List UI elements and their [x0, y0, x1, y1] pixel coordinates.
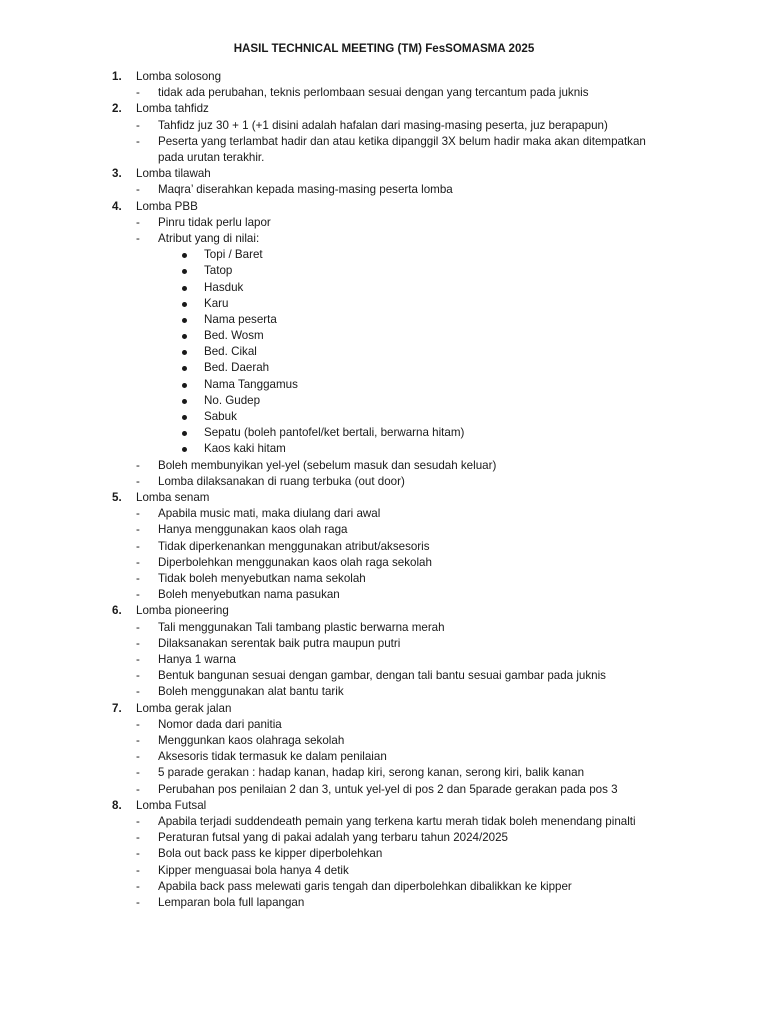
list-item — [0, 782, 768, 798]
bullet-dot-icon — [182, 334, 187, 339]
dash-marker: - — [136, 620, 140, 634]
document-title: HASIL TECHNICAL MEETING (TM) FesSOMASMA 2025 — [233, 42, 535, 55]
list-item-text: Apabila music mati, maka diulang dari awal — [158, 507, 381, 521]
dash-marker: - — [136, 523, 140, 537]
bullet-item — [0, 280, 768, 296]
list-item-text: Boleh membunyikan yel-yel (sebelum masuk dan sesudah keluar) — [158, 458, 497, 472]
section-title: Lomba PBB — [136, 199, 198, 213]
bullet-item — [0, 409, 768, 425]
bullet-item — [0, 247, 768, 263]
dash-marker: - — [136, 766, 140, 780]
section-heading — [0, 69, 768, 85]
bullet-dot-icon — [182, 383, 187, 388]
bullet-item — [0, 393, 768, 409]
list-item — [0, 717, 768, 733]
section-heading — [0, 490, 768, 506]
list-item — [0, 652, 768, 668]
list-item — [0, 134, 768, 166]
list-item-text: Maqra’ diserahkan kepada masing-masing peserta lomba — [158, 183, 453, 197]
section-number: 8. — [112, 798, 122, 812]
bullet-dot-icon — [182, 399, 187, 404]
section-title: Lomba solosong — [136, 70, 222, 83]
bullet-list — [0, 247, 768, 457]
bullet-item — [0, 312, 768, 328]
list-item — [0, 182, 768, 198]
bullet-dot-icon — [182, 269, 187, 274]
list-item — [0, 830, 768, 846]
list-item-text: Bola out back pass ke kipper diperbolehkan — [158, 847, 383, 861]
bullet-item-text: Topi / Baret — [204, 248, 263, 262]
bullet-item — [0, 377, 768, 393]
list-item-text: Hanya menggunakan kaos olah raga — [158, 523, 348, 537]
bullet-dot-icon — [182, 302, 187, 307]
list-item — [0, 587, 768, 603]
section-number: 6. — [112, 604, 122, 618]
section-title: Lomba gerak jalan — [136, 701, 232, 715]
dash-marker: - — [136, 474, 140, 488]
list-item — [0, 620, 768, 636]
dash-marker: - — [136, 231, 140, 245]
list-item — [0, 474, 768, 490]
list-item-text: 5 parade gerakan : hadap kanan, hadap kiri, serong kanan, serong kiri, balik kanan — [158, 766, 585, 780]
section-title: Lomba pioneering — [136, 604, 229, 618]
section-heading — [0, 603, 768, 619]
dash-marker: - — [136, 215, 140, 229]
section-number: 7. — [112, 701, 122, 715]
bullet-dot-icon — [182, 447, 187, 452]
list-item — [0, 522, 768, 538]
bullet-item — [0, 344, 768, 360]
list-item — [0, 118, 768, 134]
bullet-item-text: Kaos kaki hitam — [204, 442, 286, 456]
list-item-text: Aksesoris tidak termasuk ke dalam penilaian — [158, 750, 387, 764]
list-item-text: Tahfidz juz 30 + 1 (+1 disini adalah hafalan dari masing-masing peserta, juz berapapun) — [158, 118, 608, 132]
dash-marker: - — [136, 685, 140, 699]
list-item — [0, 458, 768, 474]
bullet-dot-icon — [182, 431, 187, 436]
dash-marker: - — [136, 539, 140, 553]
list-item-text: Apabila terjadi suddendeath pemain yang terkena kartu merah tidak boleh menendang pinalti — [158, 815, 636, 829]
dash-marker: - — [136, 653, 140, 667]
list-item-text: Lemparan bola full lapangan — [158, 896, 305, 910]
bullet-item-text: Hasduk — [204, 280, 244, 294]
list-item — [0, 636, 768, 652]
list-item-text: Tidak boleh menyebutkan nama sekolah — [158, 572, 366, 586]
list-item-text: Apabila back pass melewati garis tengah dan diperbolehkan dibalikkan ke kipper — [158, 879, 572, 893]
section-number: 5. — [112, 491, 122, 505]
section-heading — [0, 166, 768, 182]
list-item-text: Nomor dada dari panitia — [158, 717, 282, 731]
section-title: Lomba Futsal — [136, 798, 207, 812]
dash-marker: - — [136, 183, 140, 197]
bullet-dot-icon — [182, 415, 187, 420]
section-item — [0, 603, 768, 700]
list-item-text: Hanya 1 warna — [158, 653, 236, 667]
list-item — [0, 895, 768, 911]
list-item — [0, 571, 768, 587]
list-item-text: tidak ada perubahan, teknis perlombaan sesuai dengan yang tercantum pada juknis — [158, 86, 589, 100]
bullet-item-text: Nama Tanggamus — [204, 377, 298, 391]
bullet-item — [0, 360, 768, 376]
bullet-item-text: Tatop — [204, 264, 233, 278]
list-item-text: Perubahan pos penilaian 2 dan 3, untuk yel-yel di pos 2 dan 5parade gerakan pada pos 3 — [158, 782, 618, 796]
dash-marker: - — [136, 507, 140, 521]
section-number: 3. — [112, 167, 122, 181]
dash-marker: - — [136, 86, 140, 100]
bullet-dot-icon — [182, 318, 187, 323]
list-item — [0, 749, 768, 765]
list-item-text: Tidak diperkenankan menggunakan atribut/aksesoris — [158, 539, 430, 553]
dash-marker: - — [136, 815, 140, 829]
bullet-item-text: Sepatu (boleh pantofel/ket bertali, berwarna hitam) — [204, 426, 465, 440]
section-item — [0, 701, 768, 798]
dash-marker: - — [136, 831, 140, 845]
bullet-dot-icon — [182, 366, 187, 371]
dash-marker: - — [136, 782, 140, 796]
bullet-dot-icon — [182, 253, 187, 258]
dash-marker: - — [136, 896, 140, 910]
bullet-item — [0, 441, 768, 457]
bullet-item-text: Bed. Wosm — [204, 329, 264, 343]
section-heading — [0, 798, 768, 814]
bullet-item — [0, 263, 768, 279]
bullet-item-text: Sabuk — [204, 410, 237, 424]
section-title: Lomba tahfidz — [136, 102, 209, 116]
dash-marker: - — [136, 734, 140, 748]
dash-marker: - — [136, 750, 140, 764]
dash-marker: - — [136, 636, 140, 650]
section-list — [0, 69, 768, 911]
dash-marker: - — [136, 118, 140, 132]
section-item — [0, 490, 768, 603]
bullet-item-text: Bed. Daerah — [204, 361, 270, 375]
bullet-item — [0, 425, 768, 441]
list-item — [0, 733, 768, 749]
list-item-text: Boleh menyebutkan nama pasukan — [158, 588, 340, 602]
section-number: 1. — [112, 70, 122, 83]
bullet-dot-icon — [182, 286, 187, 291]
list-item-text: Dilaksanakan serentak baik putra maupun putri — [158, 636, 401, 650]
dash-marker: - — [136, 458, 140, 472]
list-item — [0, 846, 768, 862]
section-number: 2. — [112, 102, 122, 116]
dash-marker: - — [136, 879, 140, 893]
list-item-text: Atribut yang di nilai: — [158, 231, 260, 245]
list-item-text: Tali menggunakan Tali tambang plastic berwarna merah — [158, 620, 445, 634]
dash-marker: - — [136, 588, 140, 602]
dash-marker: - — [136, 669, 140, 683]
list-item — [0, 215, 768, 231]
list-item-text: Menggunkan kaos olahraga sekolah — [158, 734, 345, 748]
section-number: 4. — [112, 199, 122, 213]
list-item-text: Peraturan futsal yang di pakai adalah yang terbaru tahun 2024/2025 — [158, 831, 509, 845]
bullet-item-text: Nama peserta — [204, 312, 277, 326]
list-item — [0, 85, 768, 101]
bullet-item-text: Bed. Cikal — [204, 345, 257, 359]
dash-marker: - — [136, 572, 140, 586]
list-item-text: Lomba dilaksanakan di ruang terbuka (out door) — [158, 474, 405, 488]
list-item-text: Peserta yang terlambat hadir dan atau ketika dipanggil 3X belum hadir maka akan ditempatkan pada urutan terakhir. — [158, 134, 646, 164]
bullet-item-text: Karu — [204, 296, 229, 310]
list-item-text: Diperbolehkan menggunakan kaos olah raga sekolah — [158, 555, 432, 569]
bullet-dot-icon — [182, 350, 187, 355]
list-item-text: Bentuk bangunan sesuai dengan gambar, dengan tali bantu sesuai gambar pada juknis — [158, 669, 606, 683]
list-item — [0, 863, 768, 879]
section-title: Lomba tilawah — [136, 167, 211, 181]
list-item-text: Pinru tidak perlu lapor — [158, 215, 271, 229]
section-title: Lomba senam — [136, 491, 210, 505]
section-item — [0, 199, 768, 490]
bullet-item — [0, 296, 768, 312]
list-item — [0, 555, 768, 571]
list-item — [0, 879, 768, 895]
dash-marker: - — [136, 555, 140, 569]
list-item — [0, 814, 768, 830]
section-heading — [0, 199, 768, 215]
bullet-item-text: No. Gudep — [204, 393, 261, 407]
dash-marker: - — [136, 134, 140, 148]
list-item-text: Kipper menguasai bola hanya 4 detik — [158, 863, 349, 877]
bullet-item — [0, 328, 768, 344]
list-item — [0, 539, 768, 555]
list-item — [0, 684, 768, 700]
section-heading — [0, 101, 768, 117]
list-item — [0, 231, 768, 247]
list-item — [0, 668, 768, 684]
list-item-text: Boleh menggunakan alat bantu tarik — [158, 685, 344, 699]
dash-marker: - — [136, 847, 140, 861]
section-item — [0, 69, 768, 101]
section-item — [0, 166, 768, 198]
section-item — [0, 798, 768, 911]
dash-marker: - — [136, 717, 140, 731]
list-item — [0, 506, 768, 522]
list-item — [0, 765, 768, 781]
section-heading — [0, 701, 768, 717]
section-item — [0, 101, 768, 166]
dash-marker: - — [136, 863, 140, 877]
